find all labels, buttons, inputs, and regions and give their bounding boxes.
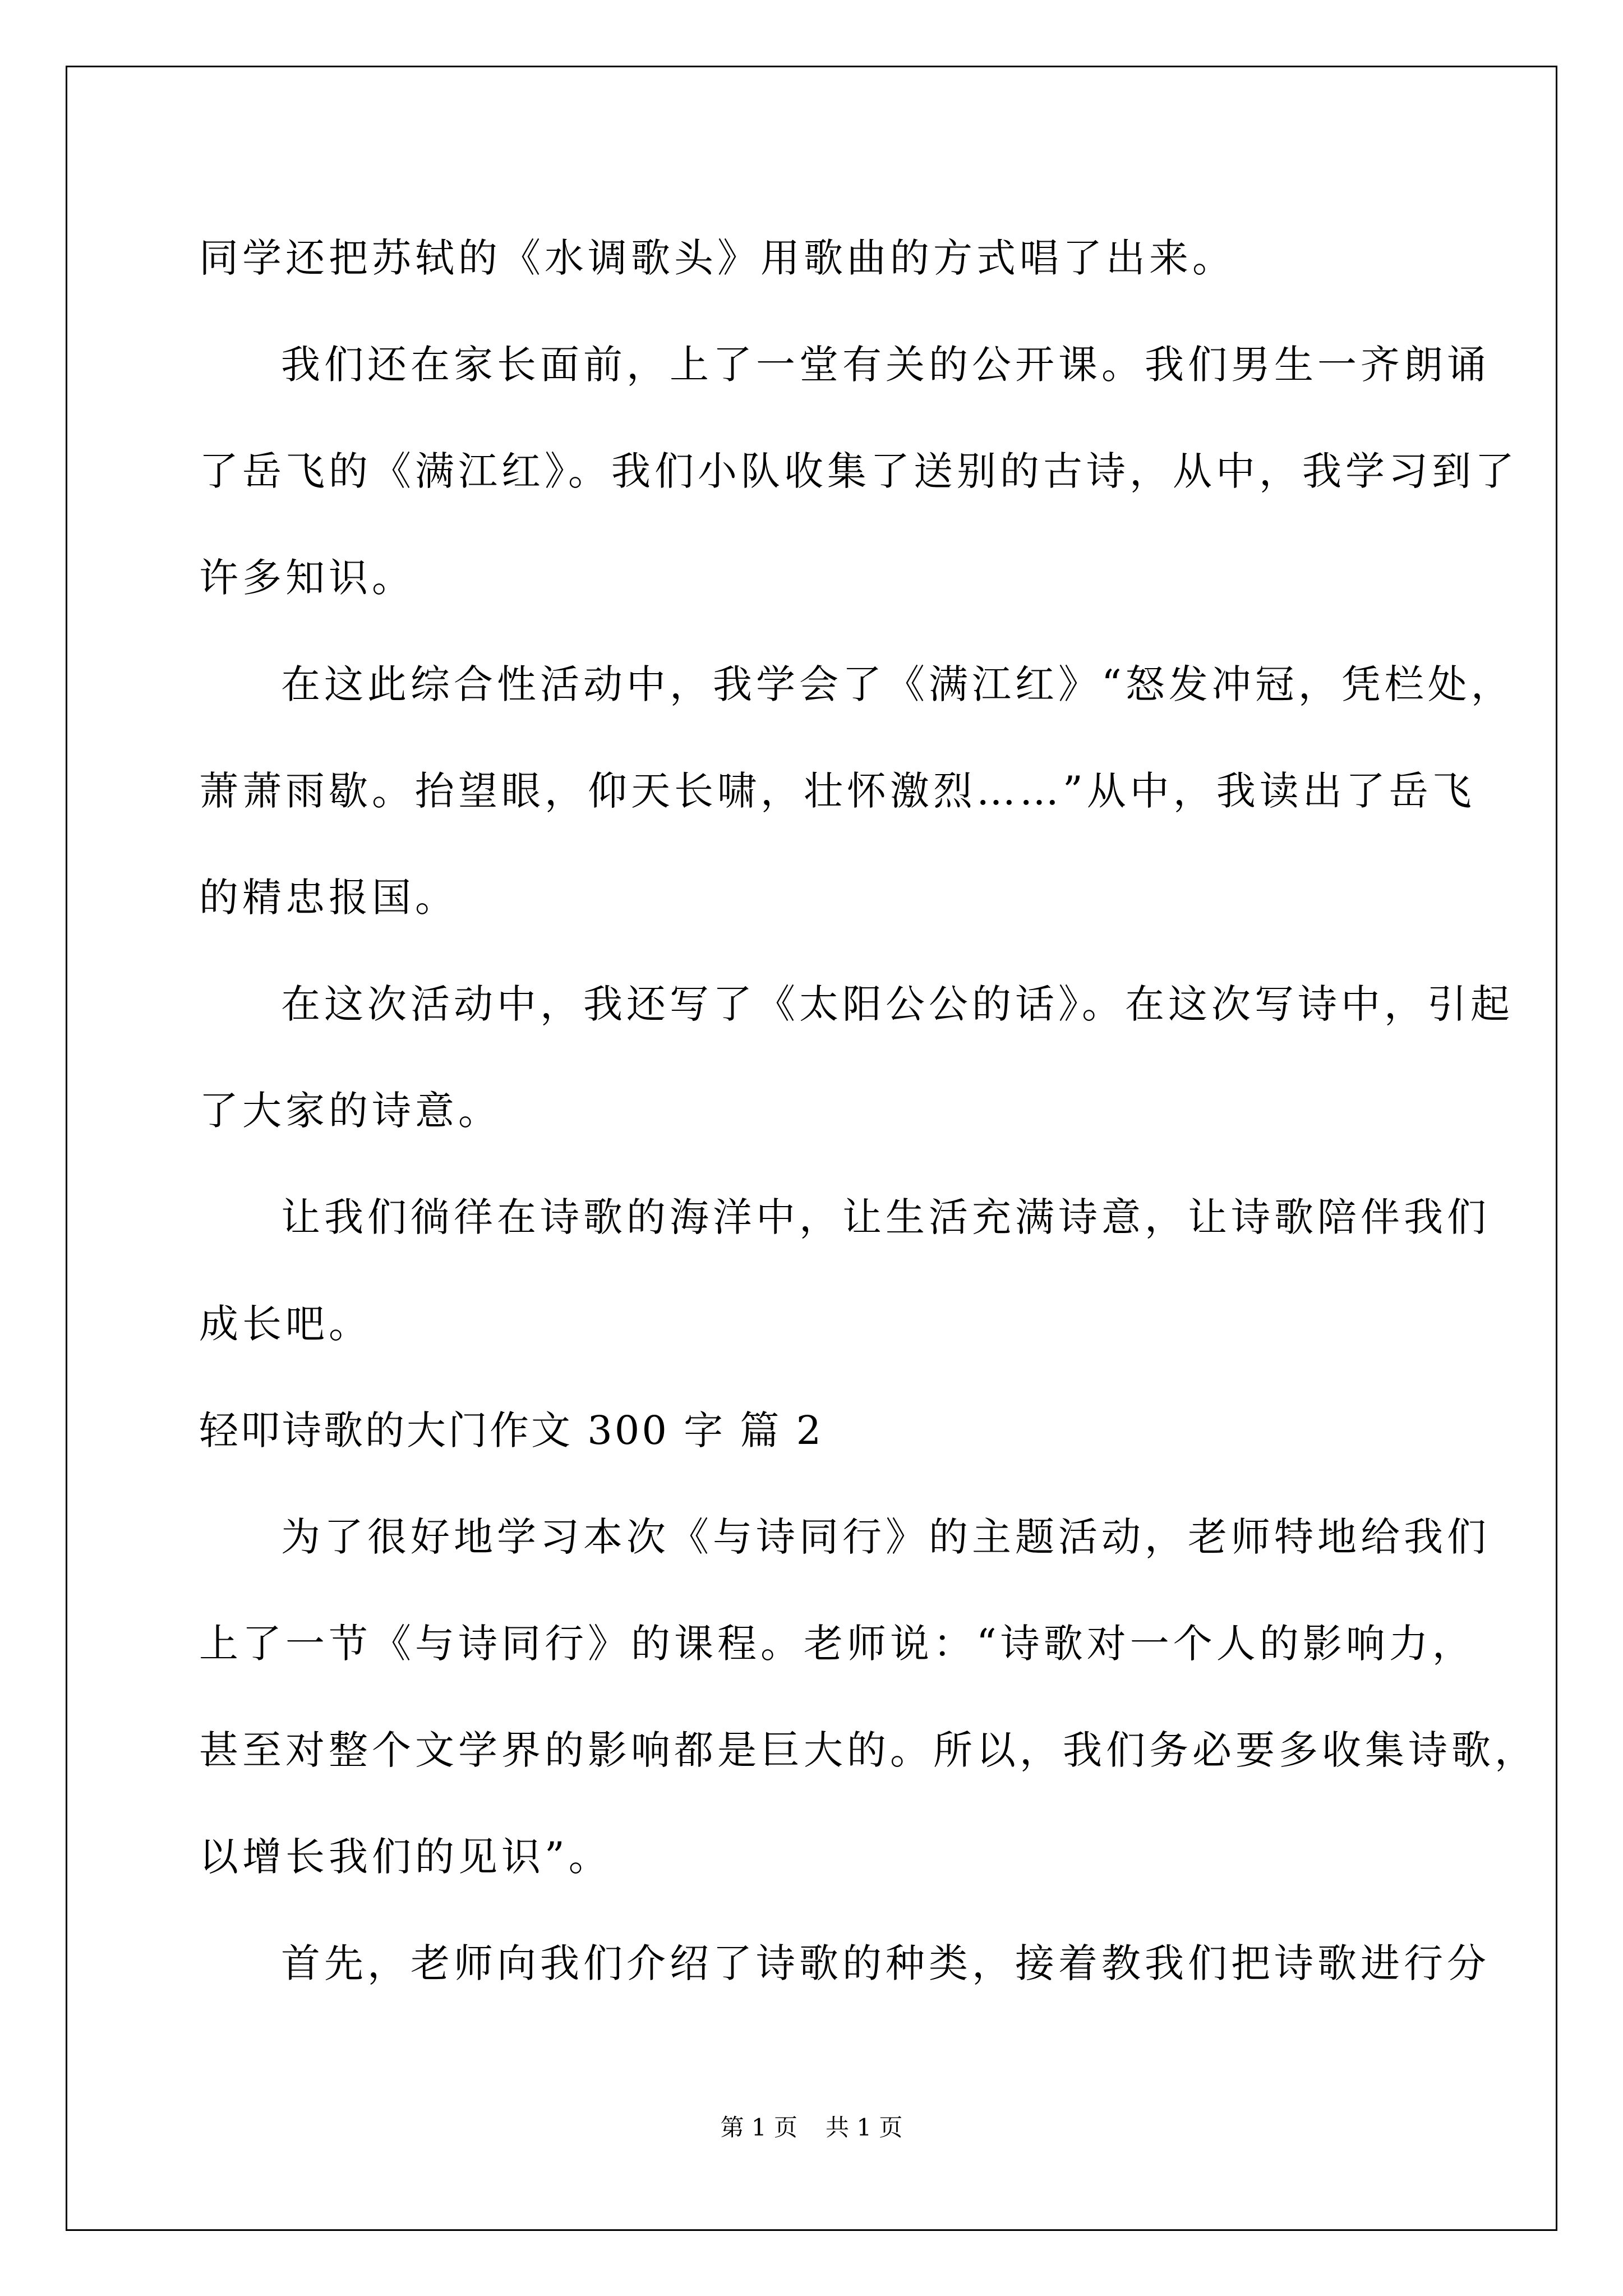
text-line: 首先，老师向我们介绍了诗歌的种类，接着教我们把诗歌进行分	[281, 1940, 1490, 1986]
text-line: 萧萧雨歇。抬望眼，仰天长啸，壮怀激烈……”从中，我读出了岳飞	[199, 768, 1476, 814]
page-footer	[0, 2109, 1623, 2143]
text-line: 的精忠报国。	[199, 875, 458, 921]
text-line: 许多知识。	[199, 555, 415, 601]
text-line: 成长吧。	[199, 1301, 372, 1347]
text-line: 了大家的诗意。	[199, 1088, 501, 1134]
text-line: 甚至对整个文学界的影响都是巨大的。所以，我们务必要多收集诗歌，	[199, 1727, 1538, 1773]
section-heading: 轻叩诗歌的大门作文 300 字 篇 2	[199, 1407, 824, 1453]
text-line: 让我们徜徉在诗歌的海洋中，让生活充满诗意，让诗歌陪伴我们	[281, 1194, 1490, 1240]
text-line: 同学还把苏轼的《水调歌头》用歌曲的方式唱了出来。	[199, 235, 1235, 281]
text-line: 了岳飞的《满江红》。我们小队收集了送别的古诗，从中，我学习到了	[199, 448, 1518, 494]
text-line: 上了一节《与诗同行》的课程。老师说：“诗歌对一个人的影响力，	[199, 1621, 1476, 1667]
text-line: 在这此综合性活动中，我学会了《满江红》“怒发冲冠，凭栏处，	[281, 661, 1514, 707]
text-line: 为了很好地学习本次《与诗同行》的主题活动，老师特地给我们	[281, 1514, 1490, 1560]
text-line: 我们还在家长面前，上了一堂有关的公开课。我们男生一齐朗诵	[281, 342, 1490, 388]
document-body	[199, 205, 1538, 2017]
text-line: 以增长我们的见识”。	[199, 1834, 612, 1880]
total-pages: 共 1 页	[826, 2114, 903, 2141]
text-line: 在这次活动中，我还写了《太阳公公的话》。在这次写诗中，引起	[281, 981, 1514, 1027]
page-number: 第 1 页	[720, 2114, 797, 2141]
